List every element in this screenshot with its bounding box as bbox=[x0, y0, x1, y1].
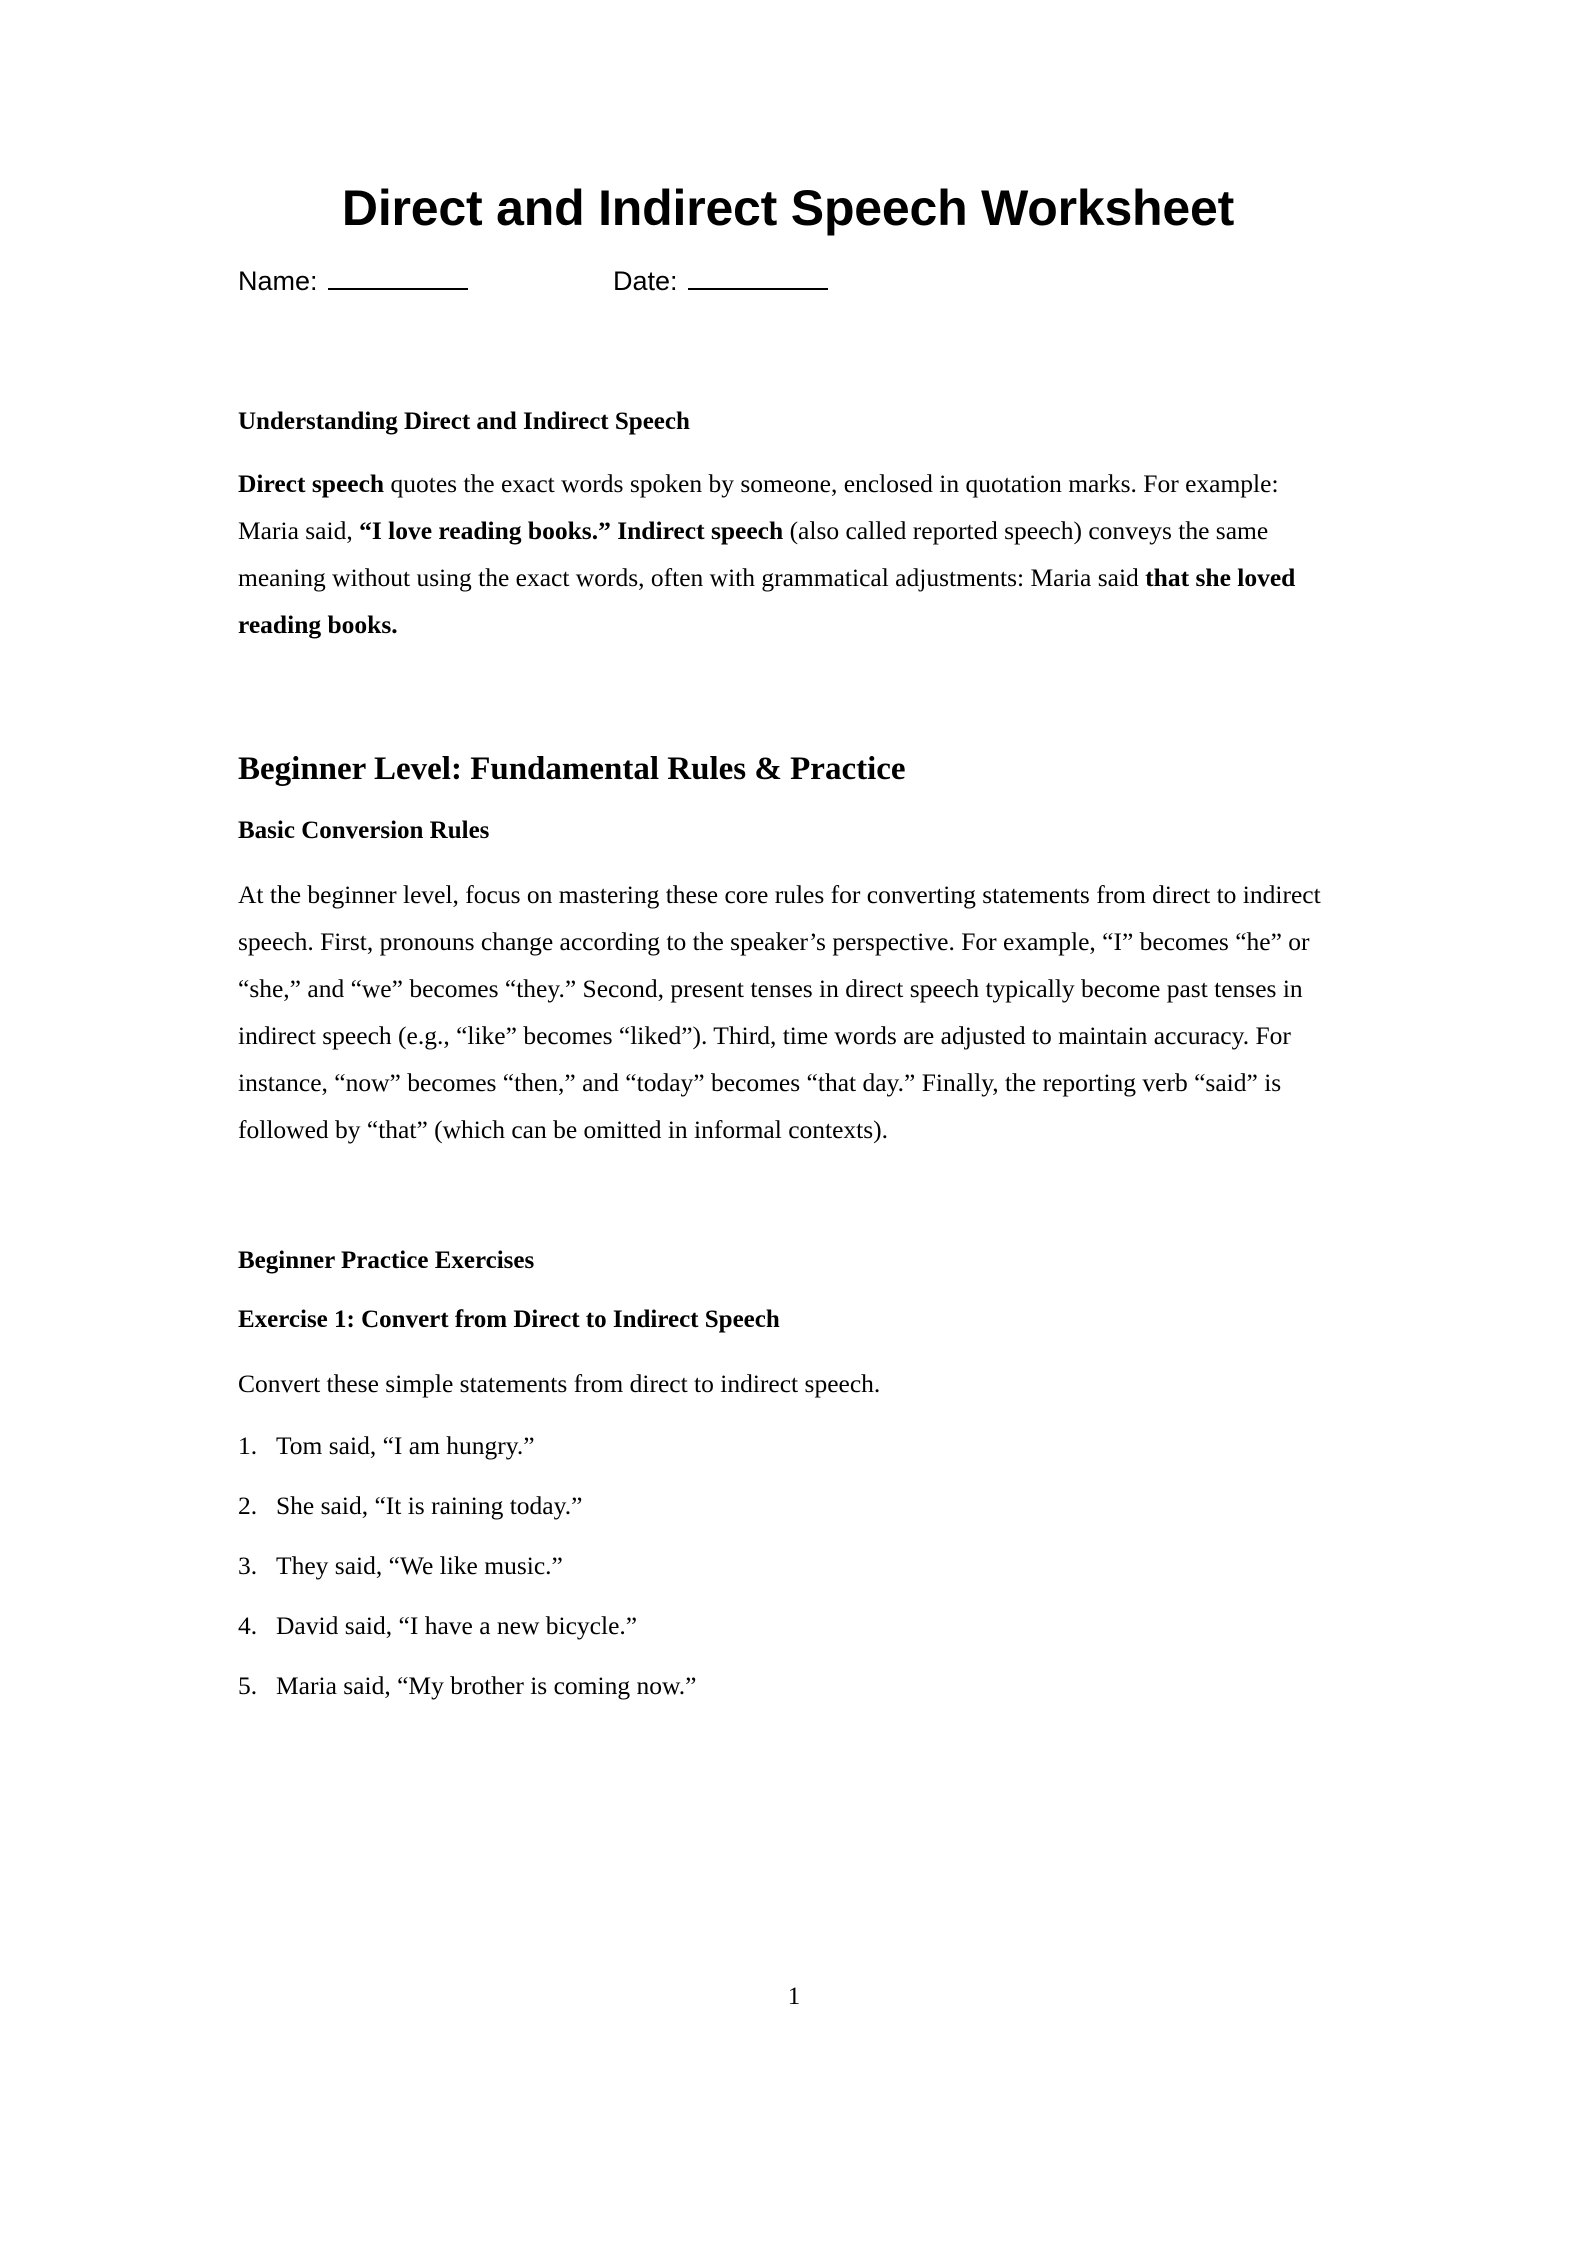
list-item-text: She said, “It is raining today.” bbox=[276, 1491, 583, 1521]
spacer bbox=[238, 1336, 1338, 1360]
intro-text-1: quotes the exact words spoken by someone, enclosed in quotation marks. For example: Maria said, bbox=[238, 469, 1279, 545]
name-input[interactable] bbox=[328, 268, 468, 290]
intro-bold-quote-indirect: “I love reading books.” Indirect speech bbox=[359, 516, 784, 545]
list-item bbox=[238, 1429, 1338, 1463]
intro-bold-direct-speech: Direct speech bbox=[238, 469, 385, 498]
name-date-row bbox=[238, 266, 1338, 318]
intro-bold-reported: that she loved reading books. bbox=[238, 563, 1296, 639]
beginner-section-heading: Beginner Level: Fundamental Rules & Practice bbox=[238, 751, 906, 787]
page-number: 1 bbox=[787, 1983, 801, 2010]
beginner-practice-exercises-heading: Beginner Practice Exercises bbox=[238, 1247, 535, 1275]
date-input[interactable] bbox=[688, 268, 828, 290]
list-item-number: 4. bbox=[238, 1611, 258, 1641]
spacer bbox=[238, 1278, 1338, 1304]
list-item bbox=[238, 1609, 1338, 1643]
intro-paragraph bbox=[238, 460, 1338, 648]
basic-conversion-rules-paragraph: At the beginner level, focus on mastering these core rules for converting statements from direct to indirect speech. First, pronouns change according to the speaker’s perspective. For example, “I” becomes “he” or “she,” and “we” becomes “they.” Second, present tenses in direct speech typically become past tenses in indirect speech (e.g., “like” becomes “liked”). Third, time words are adjusted to maintain accuracy. For instance, “now” becomes “then,” and “today” becomes “that day.” Finally, the reporting verb “said” is followed by “that” (which can be omitted in informal contexts). bbox=[238, 880, 1321, 1145]
list-item-text: Maria said, “My brother is coming now.” bbox=[276, 1671, 697, 1701]
spacer bbox=[238, 438, 1338, 460]
list-item-number: 1. bbox=[238, 1431, 258, 1461]
basic-conversion-rules-heading: Basic Conversion Rules bbox=[238, 816, 490, 844]
list-item-number: 2. bbox=[238, 1491, 258, 1521]
intro-heading: Understanding Direct and Indirect Speech bbox=[238, 407, 690, 435]
page-title: Direct and Indirect Speech Worksheet bbox=[341, 180, 1235, 236]
name-label: Name: bbox=[238, 265, 318, 296]
list-item-number: 3. bbox=[238, 1551, 258, 1581]
list-item-text: They said, “We like music.” bbox=[276, 1551, 563, 1581]
page-content bbox=[238, 0, 1338, 1729]
exercise-1-instruction: Convert these simple statements from direct to indirect speech. bbox=[238, 1369, 881, 1399]
name-field-group bbox=[238, 266, 468, 297]
list-item bbox=[238, 1669, 1338, 1703]
spacer bbox=[238, 791, 1338, 815]
spacer bbox=[238, 318, 1338, 406]
exercise-1-question-list bbox=[238, 1429, 1338, 1703]
list-item-number: 5. bbox=[238, 1671, 258, 1701]
list-item-text: Tom said, “I am hungry.” bbox=[276, 1431, 535, 1461]
list-item bbox=[238, 1549, 1338, 1583]
list-item-text: David said, “I have a new bicycle.” bbox=[276, 1611, 638, 1641]
date-label: Date: bbox=[613, 265, 678, 296]
spacer bbox=[238, 1153, 1338, 1245]
spacer bbox=[238, 1407, 1338, 1429]
list-item bbox=[238, 1489, 1338, 1523]
spacer bbox=[238, 648, 1338, 748]
date-field-group bbox=[613, 266, 828, 297]
intro-text-2: (also called reported speech) conveys the same meaning without using the exact words, often with grammatical adjustments: Maria said bbox=[238, 516, 1269, 592]
spacer bbox=[238, 847, 1338, 871]
exercise-1-heading: Exercise 1: Convert from Direct to Indirect Speech bbox=[238, 1305, 780, 1333]
